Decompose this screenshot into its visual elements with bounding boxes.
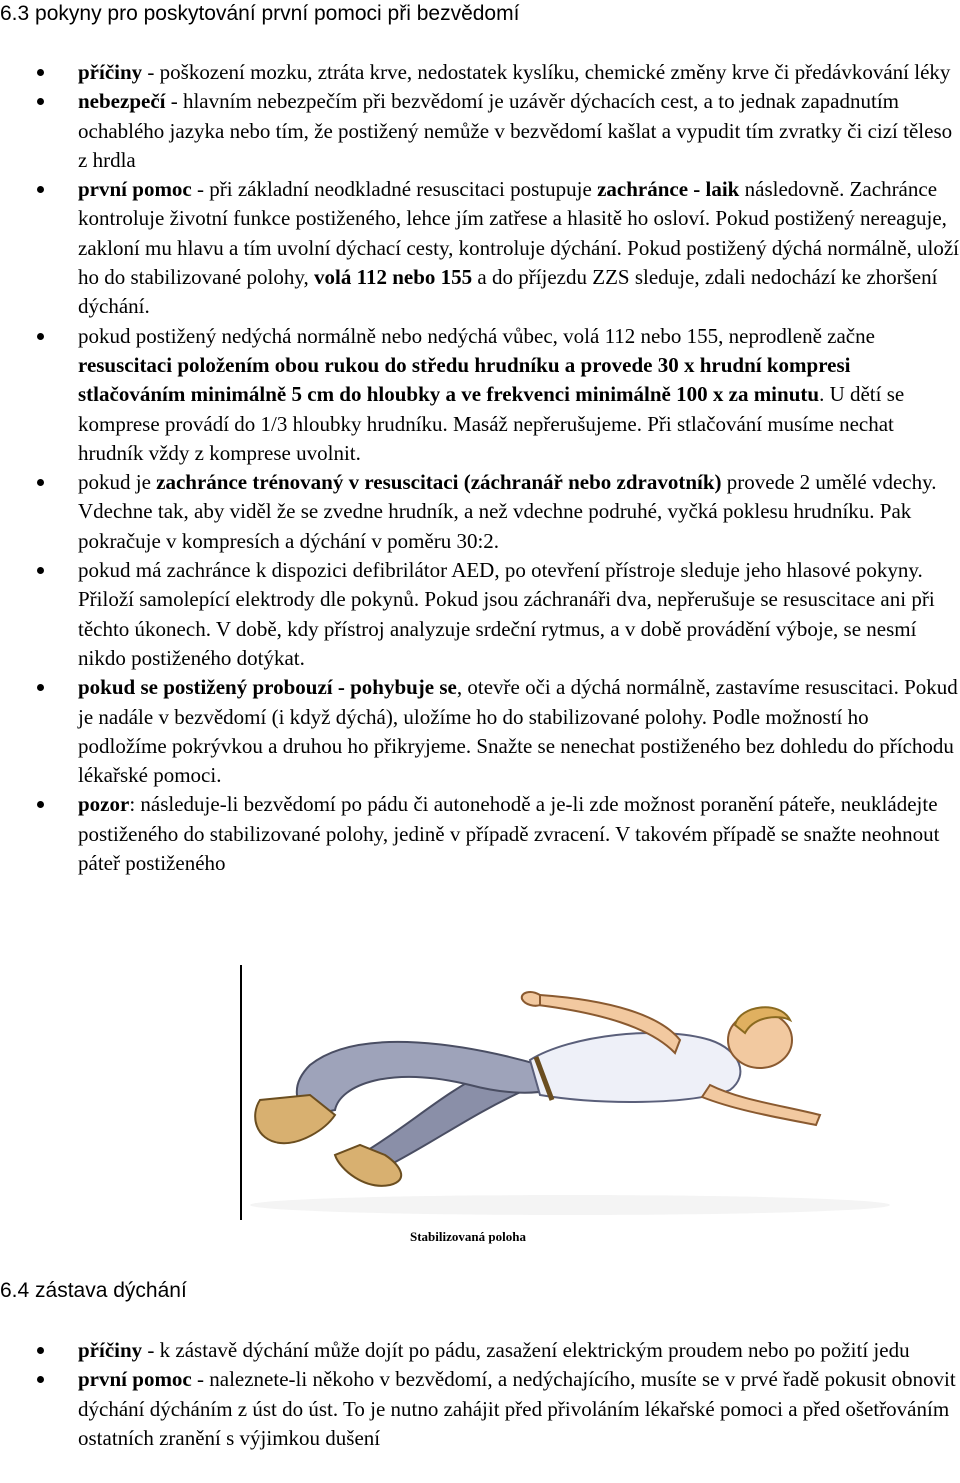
bullet-icon bbox=[37, 684, 44, 691]
body-text: provede 2 umělé vdechy. Vdechne tak, aby viděl že se zvedne hrudník, a než vdechne podruhé, vyčká poklesu hrudníku. Pak pokračuje v kompresích a dýchání v poměru 30:2. bbox=[78, 470, 937, 553]
bold-text: zachránce trénovaný v resuscitaci (záchranář nebo zdravotník) bbox=[156, 470, 722, 495]
list-item bbox=[0, 790, 960, 878]
section-heading-6-3: 6.3 pokyny pro poskytování první pomoci při bezvědomí bbox=[0, 2, 520, 25]
body-text: - k zástavě dýchání může dojít po pádu, zasažení elektrickým proudem nebo po požití jedu bbox=[142, 1338, 910, 1362]
bold-text: volá 112 nebo 155 bbox=[314, 265, 473, 290]
bold-text: příčiny bbox=[78, 1338, 143, 1362]
breathing-arrest-list bbox=[0, 1336, 960, 1453]
bold-text: první pomoc bbox=[78, 1367, 192, 1392]
body-text: . U dětí se komprese provádí do 1/3 hloubky hrudníku. Masáž nepřerušujeme. Při stlačování musíme nechat hrudník vždy z komprese uvolnit. bbox=[78, 382, 905, 465]
body-text: pokud postižený nedýchá normálně nebo nedýchá vůbec, volá 112 nebo 155, neprodleně začne bbox=[78, 323, 875, 348]
body-text: : následuje-li bezvědomí po pádu či autonehodě a je-li zde možnost poranění páteře, neukládejte postiženého do stabilizované polohy, jedině v případě zvracení. V takovém případě se snažte neohnout páteř postiženého bbox=[78, 792, 940, 876]
body-text: - poškození mozku, ztráta krve, nedostatek kyslíku, chemické změny krve či předávkování léky bbox=[142, 60, 951, 84]
body-text: následovně. Zachránce kontroluje životní funkce postiženého, lehce jím zatřese a hlasitě ho osloví. Pokud postižený nereaguje, zakloní mu hlavu a tím uvolní dýchací cesty, kontroluje dýchání. Pokud postižený dýchá normálně, uloží ho do stabilizované polohy, bbox=[78, 177, 960, 290]
body-text: pokud je bbox=[78, 470, 157, 495]
list-item bbox=[0, 673, 960, 790]
body-text: - při základní neodkladné resuscitaci postupuje bbox=[191, 177, 598, 202]
section-heading-6-4: 6.4 zástava dýchání bbox=[0, 1279, 187, 1302]
list-item bbox=[0, 468, 960, 556]
list-item bbox=[0, 87, 960, 175]
body-text: a do příjezdu ZZS sleduje, zdali nedochází ke zhoršení dýchání. bbox=[78, 265, 938, 319]
body-text: , otevře oči a dýchá normálně, zastavíme resuscitaci. Pokud je nadále v bezvědomí (i když dýchá), uložíme ho do stabilizované polohy. Podle možností ho podložíme pokrývkou a druhou ho přikryjeme. Snažte se nenechat postiženého bez dohledu do příchodu lékařské pomoci. bbox=[78, 675, 958, 788]
bullet-icon bbox=[37, 186, 44, 193]
list-item bbox=[0, 322, 960, 468]
first-aid-unconsciousness-list bbox=[0, 58, 960, 878]
bullet-icon bbox=[37, 1376, 44, 1383]
bold-text: příčiny bbox=[78, 60, 143, 84]
list-item bbox=[0, 556, 960, 673]
bold-text: resuscitaci položením obou rukou do středu hrudníku a provede 30 x hrudní kompresi stlačováním minimálně 5 cm do hloubky a ve frekvenci minimálně 100 x za minutu bbox=[78, 352, 851, 407]
bullet-icon bbox=[37, 479, 44, 486]
bullet-icon bbox=[37, 333, 44, 340]
bullet-icon bbox=[37, 801, 44, 808]
bold-text: první pomoc bbox=[78, 177, 192, 202]
figure-caption: Stabilizovaná poloha bbox=[410, 1229, 526, 1244]
bold-text: pokud se postižený probouzí - pohybuje se bbox=[78, 675, 457, 700]
list-item bbox=[0, 1336, 960, 1365]
bold-text: nebezpečí bbox=[78, 89, 166, 114]
bullet-icon bbox=[37, 98, 44, 105]
body-text: pokud má zachránce k dispozici defibrilátor AED, po otevření přístroje sleduje jeho hlasové pokyny. Přiloží samolepící elektrody dle pokynů. Pokud jsou záchranáři dva, nepřerušuje se resuscitace ani při těchto úkonech. V době, kdy přístroj analyzuje srdeční rytmus, a v době provádění výboje, se nesmí nikdo postiženého dotýkat. bbox=[78, 558, 935, 670]
body-text: - hlavním nebezpečím při bezvědomí je uzávěr dýchacích cest, a to jednak zapadnutím ochablého jazyka nebo tím, že postižený nemůže v bezvědomí kašlat a vypudit tím zvratky či cizí těleso z hrdla bbox=[78, 89, 953, 172]
list-item bbox=[0, 1365, 960, 1453]
body-text: - naleznete-li někoho v bezvědomí, a nedýchajícího, musíte se v prvé řadě pokusit obnovit dýchání dýcháním z úst do úst. To je nutno zahájit před přivoláním lékařské pomoci a před ošetřováním ostatních zranění s výjimkou dušení bbox=[78, 1367, 956, 1450]
list-item bbox=[0, 175, 960, 321]
bullet-icon bbox=[37, 69, 44, 76]
bold-text: zachránce - laik bbox=[597, 177, 740, 202]
recovery-position-illustration bbox=[240, 965, 960, 1220]
list-item bbox=[0, 58, 960, 87]
bullet-icon bbox=[37, 567, 44, 574]
bold-text: pozor bbox=[78, 792, 130, 817]
bullet-icon bbox=[37, 1347, 44, 1354]
